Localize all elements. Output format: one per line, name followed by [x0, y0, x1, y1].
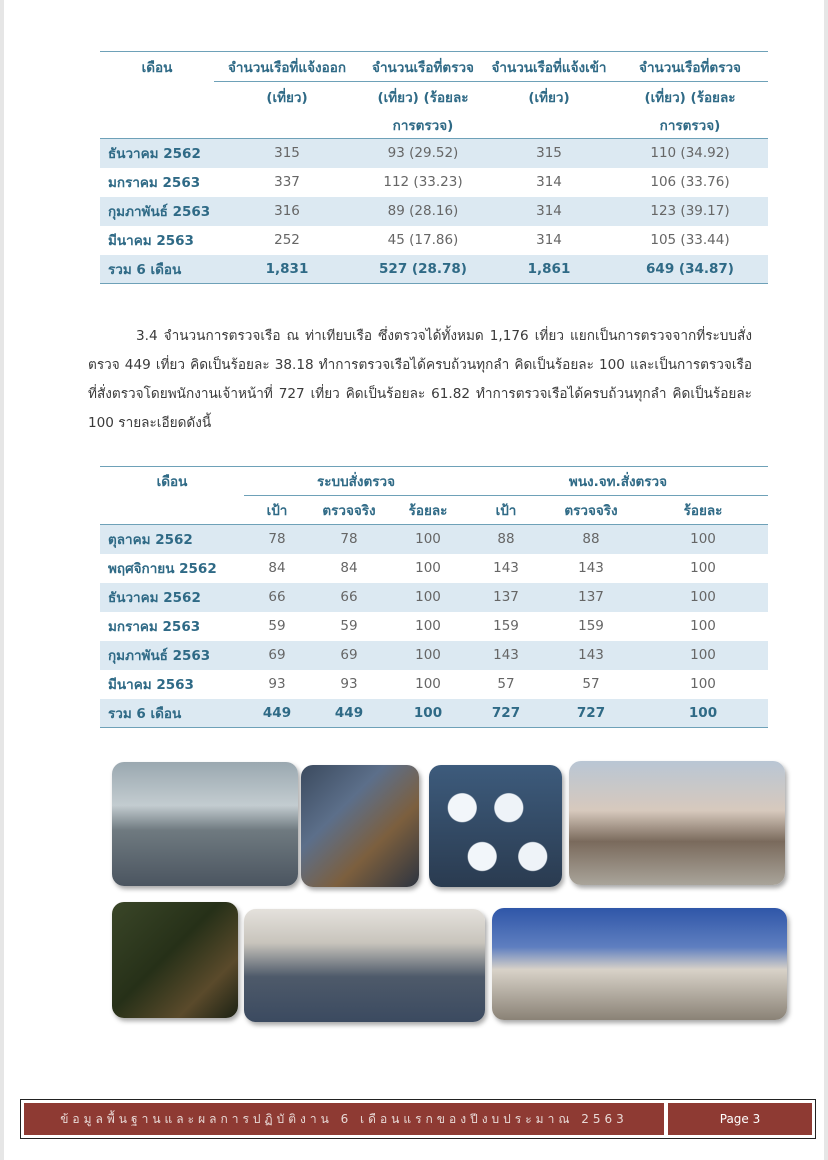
inspection-summary-table	[100, 466, 768, 728]
header-departures-unit: (เที่ยว)	[266, 89, 308, 106]
cell-system-actual: 93	[340, 676, 358, 692]
cell-system-target: 449	[244, 699, 310, 728]
table-row	[100, 583, 768, 612]
header-actual: ตรวจจริง	[544, 496, 638, 525]
cell-system-actual: 449	[310, 699, 388, 728]
table-row	[100, 641, 768, 670]
cell-officer-target: 143	[468, 641, 544, 670]
cell-in: 1,861	[486, 255, 612, 284]
cell-system-target: 93	[268, 676, 286, 692]
header-actual: ตรวจจริง	[310, 496, 388, 525]
cell-officer-percent: 100	[690, 676, 716, 692]
cell-officer-actual: 137	[544, 583, 638, 612]
header-inspected-out-unit2: การตรวจ)	[360, 112, 486, 139]
header-arrivals: จำนวนเรือที่แจ้งเข้า	[486, 52, 612, 82]
cell-in: 314	[486, 197, 612, 226]
cell-month: พฤศจิกายน 2562	[108, 561, 217, 577]
cell-system-actual: 84	[340, 560, 358, 576]
cell-month: กุมภาพันธ์ 2563	[100, 197, 214, 226]
photo-market-inspection	[244, 909, 485, 1022]
photo-ice-baskets	[429, 765, 562, 887]
header-inspected-in: จำนวนเรือที่ตรวจ	[612, 52, 768, 82]
table-row	[100, 525, 768, 554]
table-row	[100, 139, 768, 168]
header-system-ordered: ระบบสั่งตรวจ	[244, 467, 468, 496]
cell-system-percent: 100	[388, 699, 468, 728]
header-month: เดือน	[100, 52, 214, 82]
body-paragraph	[88, 322, 752, 438]
cell-officer-target: 57	[497, 676, 515, 692]
header-inspected-in-unit2: การตรวจ)	[612, 112, 768, 139]
header-inspected-out-unit: (เที่ยว) (ร้อยละ	[377, 89, 469, 106]
cell-system-percent: 100	[415, 618, 441, 634]
cell-month: มีนาคม 2563	[108, 677, 194, 693]
cell-inspected-in: 649 (34.87)	[612, 255, 768, 284]
table-row	[100, 168, 768, 197]
cell-month: ธันวาคม 2562	[100, 139, 214, 168]
header-target: เป้า	[244, 496, 310, 525]
cell-inspected-out: 112 (33.23)	[383, 174, 463, 190]
cell-inspected-in: 123 (39.17)	[612, 197, 768, 226]
cell-officer-percent: 100	[638, 583, 768, 612]
header-target: เป้า	[468, 496, 544, 525]
cell-inspected-out: 527 (28.78)	[360, 255, 486, 284]
photo-officers-life-vests	[569, 761, 785, 885]
cell-inspected-out: 45 (17.86)	[387, 232, 459, 248]
cell-out: 1,831	[214, 255, 360, 284]
cell-out: 337	[274, 174, 300, 190]
cell-system-target: 84	[268, 560, 286, 576]
cell-in: 315	[486, 139, 612, 168]
cell-officer-target: 159	[493, 618, 519, 634]
cell-system-actual: 78	[310, 525, 388, 554]
cell-month: กุมภาพันธ์ 2563	[100, 641, 244, 670]
cell-month: รวม 6 เดือน	[100, 699, 244, 728]
paragraph-text: 3.4 จำนวนการตรวจเรือ ณ ท่าเทียบเรือ ซึ่งตรวจได้ทั้งหมด 1,176 เที่ยว แยกเป็นการตรวจจากที่ระบบสั่งตรวจ 449 เที่ยว คิดเป็นร้อยละ 38.18 ทำการตรวจเรือได้ครบถ้วนทุกลำ คิดเป็นร้อยละ 100 และเป็นการตรวจเรือที่สั่งตรวจโดยพนักงานเจ้าหน้าที่ 727 เที่ยว คิดเป็นร้อยละ 61.82 ทำการตรวจเรือได้ครบถ้วนทุกลำ คิดเป็นร้อยละ 100 รายละเอียดดังนี้	[88, 328, 752, 431]
cell-system-percent: 100	[415, 676, 441, 692]
cell-officer-actual: 727	[544, 699, 638, 728]
boat-departure-arrival-table	[100, 51, 768, 284]
cell-system-actual: 69	[310, 641, 388, 670]
cell-system-actual: 59	[340, 618, 358, 634]
table-row	[100, 197, 768, 226]
cell-month: รวม 6 เดือน	[100, 255, 214, 284]
cell-officer-target: 727	[468, 699, 544, 728]
table-row	[100, 226, 768, 255]
cell-officer-percent: 100	[690, 618, 716, 634]
cell-out: 316	[214, 197, 360, 226]
cell-system-percent: 100	[388, 583, 468, 612]
cell-officer-actual: 57	[582, 676, 600, 692]
cell-officer-target: 137	[468, 583, 544, 612]
header-departures: จำนวนเรือที่แจ้งออก	[214, 52, 360, 82]
cell-officer-percent: 100	[690, 560, 716, 576]
cell-month: มีนาคม 2563	[108, 233, 194, 249]
cell-system-actual: 66	[310, 583, 388, 612]
cell-in: 314	[536, 174, 562, 190]
cell-inspected-in: 105 (33.44)	[650, 232, 730, 248]
cell-month: ธันวาคม 2562	[100, 583, 244, 612]
header-month: เดือน	[100, 467, 244, 496]
cell-out: 252	[274, 232, 300, 248]
cell-system-percent: 100	[415, 560, 441, 576]
footer-title: ข้อมูลพื้นฐานและผลการปฏิบัติงาน 6 เดือนแรกของปีงบประมาณ 2563	[24, 1103, 664, 1135]
table-row	[100, 554, 768, 583]
cell-system-percent: 100	[388, 525, 468, 554]
cell-month: มกราคม 2563	[108, 175, 201, 191]
cell-inspected-out: 89 (28.16)	[360, 197, 486, 226]
cell-officer-actual: 88	[544, 525, 638, 554]
cell-system-target: 59	[268, 618, 286, 634]
cell-in: 314	[536, 232, 562, 248]
cell-system-target: 78	[244, 525, 310, 554]
photo-fishing-net	[301, 765, 419, 887]
cell-system-target: 66	[244, 583, 310, 612]
cell-officer-percent: 100	[638, 699, 768, 728]
cell-officer-actual: 143	[578, 560, 604, 576]
header-inspected-in-unit: (เที่ยว) (ร้อยละ	[644, 89, 736, 106]
cell-officer-target: 88	[468, 525, 544, 554]
cell-officer-percent: 100	[638, 641, 768, 670]
cell-officer-actual: 143	[544, 641, 638, 670]
cell-officer-actual: 159	[578, 618, 604, 634]
cell-inspected-in: 110 (34.92)	[612, 139, 768, 168]
photo-net-measurement	[112, 902, 238, 1018]
cell-officer-percent: 100	[638, 525, 768, 554]
cell-system-percent: 100	[388, 641, 468, 670]
cell-system-target: 69	[244, 641, 310, 670]
header-arrivals-unit: (เที่ยว)	[528, 89, 570, 106]
table-total-row	[100, 255, 768, 284]
cell-month: มกราคม 2563	[108, 619, 201, 635]
header-percent: ร้อยละ	[638, 496, 768, 525]
photo-pier-boats	[112, 762, 298, 886]
page-number: Page 3	[668, 1103, 812, 1135]
cell-officer-target: 143	[493, 560, 519, 576]
header-officer-ordered: พนง.จท.สั่งตรวจ	[468, 467, 768, 496]
cell-out: 315	[214, 139, 360, 168]
table-total-row	[100, 699, 768, 728]
table-row	[100, 612, 768, 641]
header-inspected-out: จำนวนเรือที่ตรวจ	[360, 52, 486, 82]
cell-inspected-in: 106 (33.76)	[650, 174, 730, 190]
table-row	[100, 670, 768, 699]
header-percent: ร้อยละ	[388, 496, 468, 525]
cell-inspected-out: 93 (29.52)	[360, 139, 486, 168]
cell-month: ตุลาคม 2562	[100, 525, 244, 554]
photo-training-session	[492, 908, 787, 1020]
